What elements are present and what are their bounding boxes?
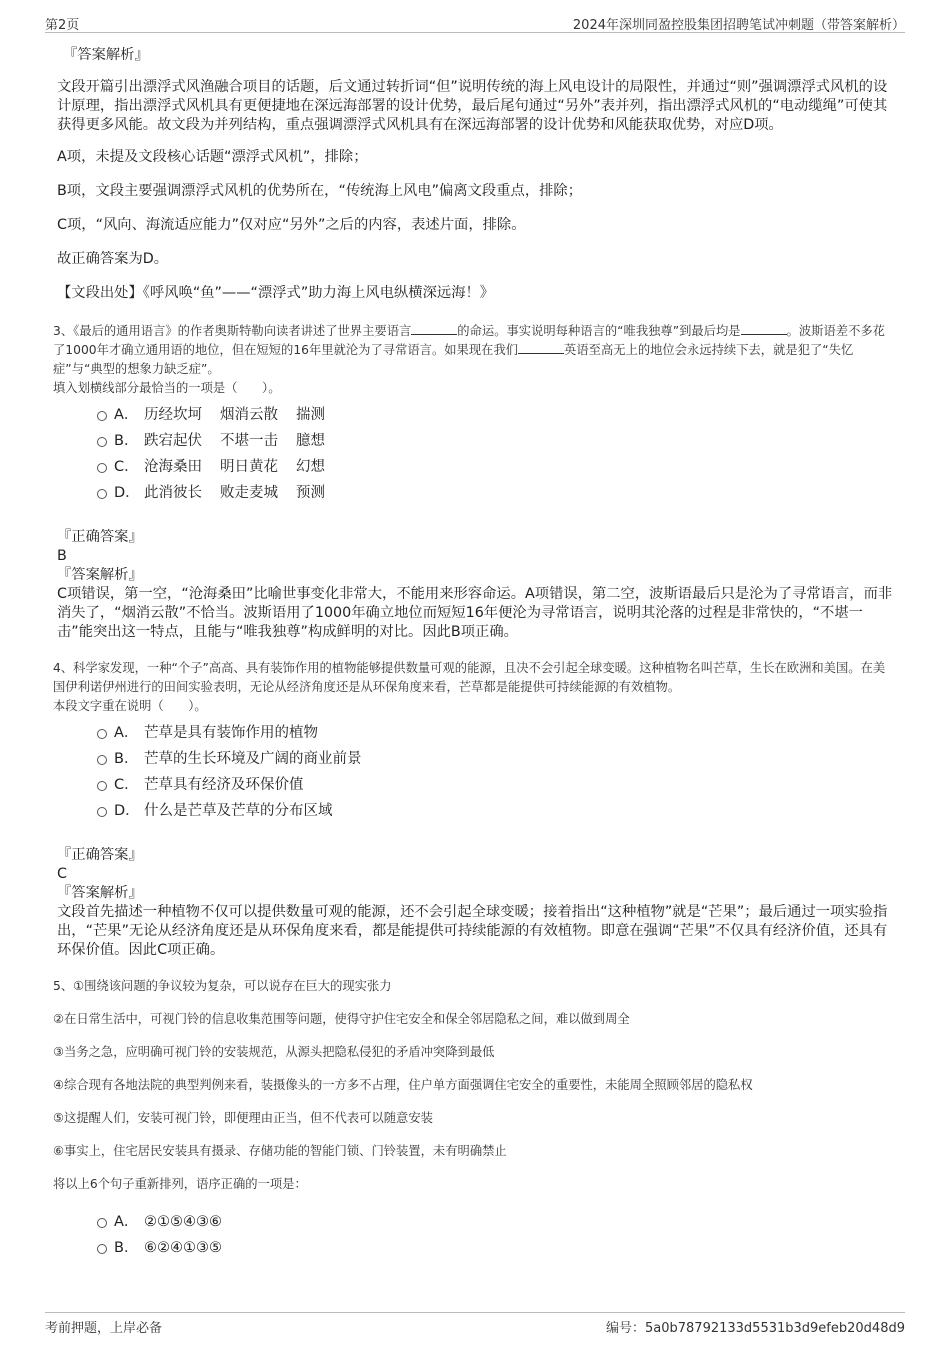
- q2-option-a-analysis: A项，未提及文段核心话题“漂浮式风机”，排除；: [57, 149, 368, 165]
- document-title: 2024年深圳同盈控股集团招聘笔试冲刺题（带答案解析）: [572, 18, 905, 33]
- footer-code: 编号：5a0b78792133d5531b3d9efeb20d48d9: [605, 1321, 905, 1336]
- radio-icon[interactable]: [97, 807, 107, 817]
- q4-option-c[interactable]: C． 芒草具有经济及环保价值: [57, 772, 895, 798]
- q5-sentence-4: ④综合现有各地法院的典型判例来看，装摄像头的一方多不占理，住户单方面强调住宅安全的重要性，未能周全照顾邻居的隐私权: [53, 1078, 753, 1092]
- q2-conclusion: 故正确答案为D。: [57, 251, 169, 267]
- radio-icon[interactable]: [97, 781, 107, 791]
- q4-option-a[interactable]: A． 芒草是具有装饰作用的植物: [57, 720, 895, 746]
- q5-sentence-2: ②在日常生活中，可视门铃的信息收集范围等问题，使得守护住宅安全和保全邻居隐私之间，难以做到周全: [53, 1012, 630, 1026]
- q2-option-b-analysis: B项，文段主要强调漂浮式风机的优势所在，“传统海上风电”偏离文段重点，排除；: [57, 183, 583, 199]
- q3-analysis-label: 『答案解析』: [57, 567, 143, 583]
- q2-option-c-analysis: C项，“风向、海流适应能力”仅对应“另外”之后的内容，表述片面，排除。: [57, 217, 526, 233]
- radio-icon[interactable]: [97, 437, 107, 447]
- page-header: [45, 14, 905, 33]
- q4-stem: 4、科学家发现，一种“个子”高高、具有装饰作用的植物能够提供数量可观的能源，且决不会引起全球变暖。这种植物名叫芒草，生长在欧洲和美国。在美国伊利诺伊州进行的田间实验表明，无论从经济角度还是从环保角度来看，芒草都是能提供可持续能源的有效植物。: [53, 661, 886, 694]
- q4-options: [57, 720, 895, 824]
- q4-answer: C: [57, 866, 67, 882]
- q2-analysis: 文段开篇引出漂浮式风渔融合项目的话题，后文通过转折词“但”说明传统的海上风电设计的局限性，并通过“则”强调漂浮式风机的设计原理，指出漂浮式风机具有更便捷地在深远海部署的设计优势，最后尾句通过“另外”表并列，指出漂浮式风机的“电动缆绳”可使其获得更多风能。故文段为并列结构，重点强调漂浮式风机具有在深远海部署的设计优势和风能获取优势，对应D项。: [57, 79, 888, 133]
- q2-source: 【文段出处】《呼风唤“鱼”——“漂浮式”助力海上风电纵横深远海！》: [57, 285, 495, 301]
- page-number: 第2页: [45, 18, 80, 33]
- q5-options: [57, 1209, 895, 1261]
- q3-stem: 3、《最后的通用语言》的作者奥斯特勒向读者讲述了世界主要语言 的命运。事实说明每种语言的“唯我独尊”到最后均是 。波斯语差不多花了1000年才确立通用语的地位，但在短短的16年里就沦为了寻常语言。如果现在我们 英语至高无上的地位会永远持续下去，就是犯了“失忆症”与“典型的想象力缺乏症”。: [53, 324, 885, 376]
- q4-option-b[interactable]: B． 芒草的生长环境及广阔的商业前景: [57, 746, 895, 772]
- q3-analysis: C项错误，第一空，“沧海桑田”比喻世事变化非常大，不能用来形容命运。A项错误，第二空，波斯语最后只是沦为了寻常语言，而非消失了，“烟消云散”不恰当。波斯语用了1000年确立地位而短短16年便沦为寻常语言，说明其沦落的过程是非常快的，“不堪一击”能突出这一特点，且能与“唯我独尊”构成鲜明的对比。因此B项正确。: [57, 586, 893, 640]
- radio-icon[interactable]: [97, 463, 107, 473]
- footer-slogan: 考前押题，上岸必备: [45, 1321, 163, 1336]
- q4-option-d[interactable]: D． 什么是芒草及芒草的分布区域: [57, 798, 895, 824]
- q4-answer-label: 『正确答案』: [57, 847, 143, 863]
- q3-option-a[interactable]: A． 历经坎坷 烟消云散 揣测: [57, 402, 895, 428]
- q5-option-b[interactable]: B． ⑥②④①③⑤: [57, 1235, 895, 1261]
- q3-options: [57, 402, 895, 506]
- radio-icon[interactable]: [97, 1244, 107, 1254]
- radio-icon[interactable]: [97, 411, 107, 421]
- q4-analysis-label: 『答案解析』: [57, 885, 143, 901]
- radio-icon[interactable]: [97, 755, 107, 765]
- q5-sentence-6: ⑥事实上，住宅居民安装具有摄录、存储功能的智能门锁、门铃装置，未有明确禁止: [53, 1144, 507, 1158]
- q5-sentence-1: 5、①围绕该问题的争议较为复杂，可以说存在巨大的现实张力: [53, 979, 392, 993]
- q5-sentence-5: ⑤这提醒人们，安装可视门铃，即便理由正当，但不代表可以随意安装: [53, 1111, 433, 1125]
- radio-icon[interactable]: [97, 1218, 107, 1228]
- q4-analysis: 文段首先描述一种植物不仅可以提供数量可观的能源，还不会引起全球变暖；接着指出“这种植物”就是“芒果”；最后通过一项实验指出，“芒果”无论从经济角度还是从环保角度来看，都是能提供可持续能源的有效植物。即意在强调“芒果”不仅具有经济价值，还具有环保价值。因此C项正确。: [57, 904, 888, 958]
- q5-prompt: 将以上6个句子重新排列，语序正确的一项是：: [53, 1177, 307, 1191]
- radio-icon[interactable]: [97, 489, 107, 499]
- q3-option-b[interactable]: B． 跌宕起伏 不堪一击 臆想: [57, 428, 895, 454]
- q5-sentence-3: ③当务之急，应明确可视门铃的安装规范，从源头把隐私侵犯的矛盾冲突降到最低: [53, 1045, 495, 1059]
- page-footer: [45, 1312, 905, 1337]
- q5-option-a[interactable]: A． ②①⑤④③⑥: [57, 1209, 895, 1235]
- page-content: [53, 46, 895, 1261]
- q3-option-d[interactable]: D． 此消彼长 败走麦城 预测: [57, 480, 895, 506]
- q3-option-c[interactable]: C． 沧海桑田 明日黄花 幻想: [57, 454, 895, 480]
- q3-answer: B: [57, 548, 67, 564]
- blank-3: [518, 341, 564, 354]
- radio-icon[interactable]: [97, 729, 107, 739]
- q3-prompt: 填入划横线部分最恰当的一项是（ ）。: [53, 381, 281, 395]
- q3-answer-label: 『正确答案』: [57, 529, 143, 545]
- blank-1: [411, 322, 457, 335]
- q2-analysis-label: 『答案解析』: [63, 47, 149, 63]
- blank-2: [741, 322, 787, 335]
- q4-prompt: 本段文字重在说明（ ）。: [53, 699, 207, 713]
